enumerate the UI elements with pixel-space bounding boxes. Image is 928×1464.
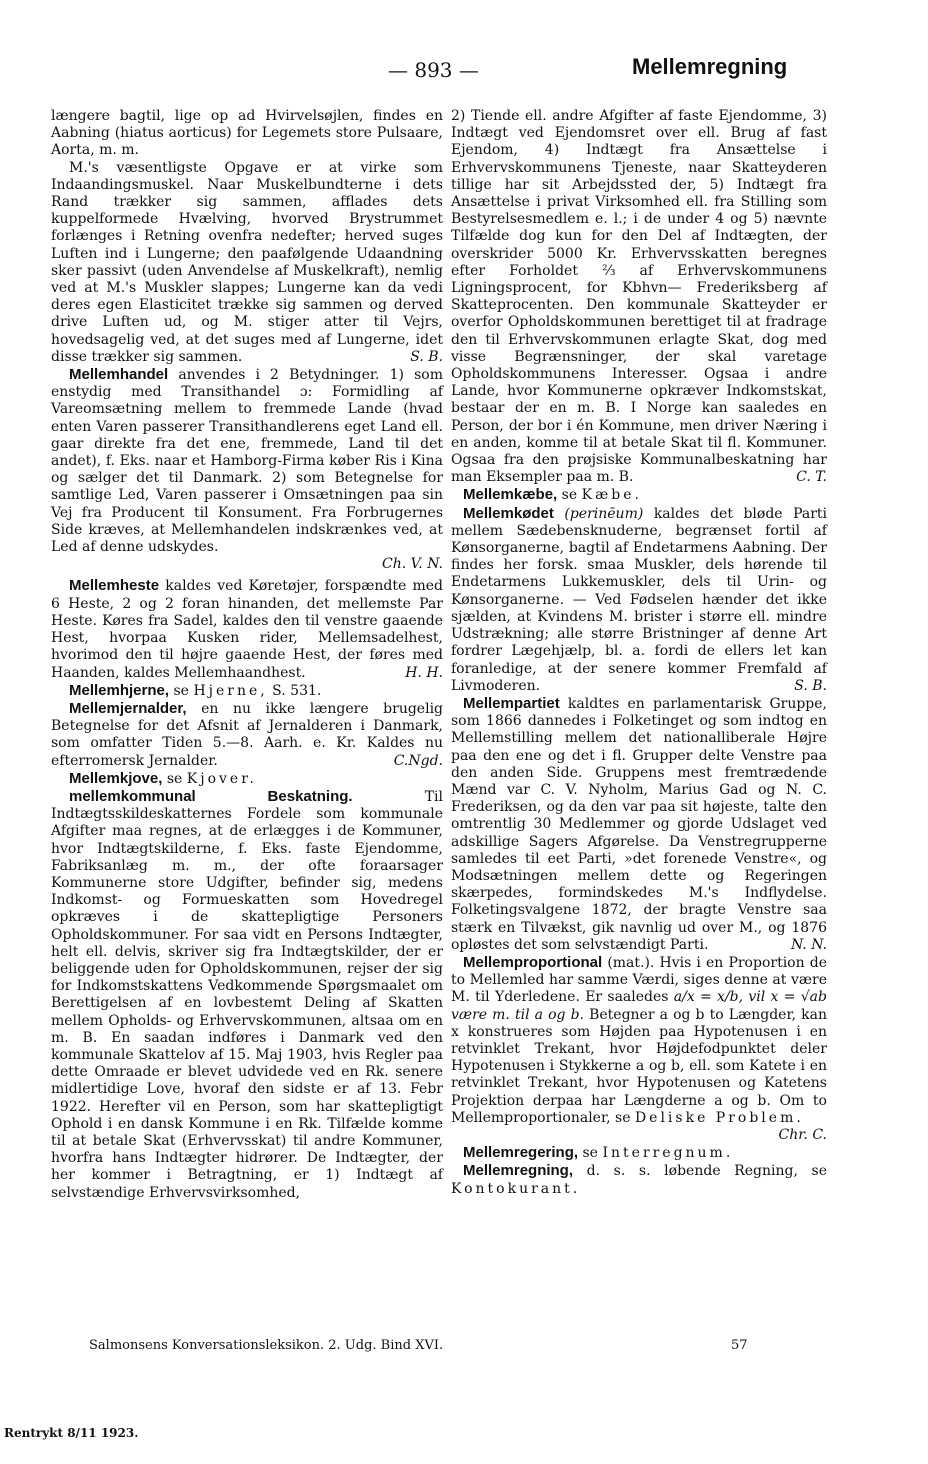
headword: Mellemkjove, [69,769,163,787]
entry-mellemkoedet [451,505,827,695]
author-signature: Chr. C. [778,1126,827,1143]
entry-text: se [561,487,578,504]
cross-reference: Kontokurant. [451,1180,581,1197]
author-signature: N. N. [790,936,827,953]
sheet-number: 57 [731,1338,748,1353]
entry-text: se [582,1145,598,1162]
cross-reference: Interregnum. [602,1145,734,1162]
source-line: Salmonsens Konversationsleksikon. 2. Udg. Bind XVI. [89,1338,444,1353]
cross-reference: Kjover. [186,770,257,787]
author-signature: C. T. [796,469,827,486]
latin-term: (perinēum) [564,505,644,522]
entry-text: kaldes det bløde Parti mellem Sædebensknuderne, begrænset fortil af Kønsorganerne, bagtil af Endetarmens Aabning. Der findes her forsk. smaa Muskler, dels hørende til Endetarmens Lukkemuskler, dels til Urin- og Kønsorganerne. — Ved Fødselen hænder det ikke sjælden, at Kvindens M. brister i større ell. mindre Udstrækning; alle større Bristninger af denne Art fordrer Lægehjælp, bl. a. fordi de ellers let kan foranledige, at der senere kommer Fremfald af Livmoderen. [451,505,828,694]
entry-mellemhjerne [51,682,443,700]
author-signature: S. B. [794,677,827,694]
page-number: — 893 — [388,58,479,82]
entry-continuation [451,108,827,486]
entry-text: en nu ikke længere brugelig Betegnelse for det Afsnit af Jernalderen i Danmark, som omfatter Tiden 5.—8. Aarh. e. Kr. Kaldes nu efterromersk Jernalder. [51,700,444,769]
author-signature: Ch. V. N. [382,556,443,573]
entry-mellemregning [451,1162,827,1197]
entry-text: (mat.). Hvis i en Proportion de to Mellemled har samme Værdi, siges denne at være M. til Yderledene. Er saaledes [451,954,827,1006]
headword: Mellemproportional [463,953,603,971]
headword: Mellemhandel [69,366,169,384]
entry-text: anvendes i 2 Betydninger. 1) som enstydig med Transithandel ɔ: Formidling af Vareomsætning mellem to fremmede Lande (hvad enten Varen passerer Transithandlerens eget Land ell. gaar direkte fra det ene, fremmede, Land til det andet), f. Eks. naar et Hamborg-Firma køber Ris i Kina og sælger det til Danmark. 2) som Betegnelse for samtlige Led, Varen passerer i Omsætningen paa sin Vej fra Producent til Konsument. Fra Forbrugernes Side kræves, at Mellemhandelen indskrænkes ved, at Led af denne udskydes. [51,367,443,556]
headword: Mellemregering, [463,1144,579,1162]
reprint-note: Rentrykt 8/11 1923. [4,1426,139,1440]
headword: mellemkommunal Beskatning. [69,787,353,805]
headword: Mellemkæbe, [463,486,558,504]
entry-text: kaldes ved Køretøjer, forspændte med 6 Heste, 2 og 2 foran hinanden, det mellemste Par Heste. Køres fra Sadel, kaldes den til venstre gaaende Hest, hvorpaa Kusken rider, Mellemsadelhest, hvorimod den til højre gaaende Hest, der føres med Haanden, kaldes Mellemhaandhest. [51,578,444,681]
paragraph [51,160,443,366]
headword: Mellemkødet [463,504,554,522]
entry-mellempartiet [451,695,827,954]
right-column [451,108,827,1198]
headword: Mellempartiet [463,694,560,712]
entry-mellemhandel [51,366,443,556]
page-reference: S. 531. [272,682,322,699]
author-signature: H. H. [405,664,443,681]
entry-text: Betegner a og b to Længder, kan x konstrueres som Højden paa Hypotenusen i en retvinklet Trekant, hvor Højdefodpunktet deler Hypotenusen i Stykkerne a og b, ell. som Katete i en retvinklet Trekant, hvor Hypotenusen og Katetens Projektion derpaa har Længderne a og b. Om to Mellemproportionaler, se [451,1006,827,1126]
entry-text: kaldtes en parlamentarisk Gruppe, som 1866 dannedes i Folketinget og som indtog en Mellemstilling mellem det nationalliberale Højre paa den ene og det i fl. Grupper delte Venstre paa den anden Side. Gruppens mest fremtrædende Mænd var C. V. Nyholm, Marius Gad og N. C. Frederiksen, og da den var paa sit højeste, talte den omtrentlig 30 Medlemmer og gjorde Udslaget ved adskillige Sagers Afgørelse. Da Venstregrupperne samledes til eet Parti, »det forenede Venstre«, og Modsætningen mellem dette og Regeringen skærpedes, formindskedes M.'s Indflydelse. Folketingsvalgene 1872, der bragte Venstre saa stærk en Tilvækst, gik navnlig ud over M., og 1876 opløstes det som selvstændigt Parti. [451,695,827,953]
paragraph-text: M.'s væsentligste Opgave er at virke som Indaandingsmuskel. Naar Muskelbundterne i dets Rand trækker sig sammen, afflades dets kuppelformede Hvælving, hvorved Brystrummet forlænges i Retning ovenfra nedefter; herved suges Luften ind i Lungerne; den paafølgende Udaandning sker passivt (uden Anvendelse af Muskelkraft), nemlig ved at M.'s Muskler slappes; Lungerne kan da vedi deres egen Elasticitet trække sig sammen og derved drive Luften ud, og M. stiger atter til Vejrs, hovedsagelig ved, at det suges med af Lungerne, idet disse trækker sig sammen. [51,159,443,365]
math-formula: a/x = x/b, vil x = √ab være m. til a og b. [451,989,827,1023]
entry-mellemregering [451,1144,827,1162]
paragraph: længere bagtil, lige op ad Hvirvelsøjlen, findes en Aabning (hiatus aorticus) for Legemets store Pulsaare, Aorta, m. m. [51,108,443,159]
entry-text: se [173,682,189,699]
entry-mellemkaebe [451,486,827,504]
entry-text: se [166,770,183,787]
entry-mellemproportional [451,953,827,1143]
entry-mellemkommunal [51,788,443,1202]
left-column [51,108,443,1202]
headword: Mellemjernalder, [69,699,187,717]
entry-mellemjernalder [51,700,443,770]
cross-reference: Hjerne, [193,682,268,699]
author-signature: S. B. [410,348,443,365]
entry-mellemheste [51,577,443,681]
headword: Mellemregning, [463,1162,574,1180]
headword: Mellemheste [69,577,160,595]
cross-reference: Deliske Problem. [634,1109,804,1126]
entry-text: d. s. s. løbende Regning, se [586,1163,828,1180]
entry-mellemkjove [51,770,443,788]
page-title: Mellemregning [632,54,788,79]
cross-reference: Kæbe. [581,487,642,504]
entry-text: 2) Tiende ell. andre Afgifter af faste Ejendomme, 3) Indtægt ved Ejendomsret over ell. Brug af fast Ejendom, 4) Indtægt fra Ansættelse i Erhvervskommunens Tjeneste, naar Skatteyderen tillige har sit Arbejdssted der, 5) Indtægt fra Ansættelse i privat Virksomhed ell. fra Stilling som Bestyrelsesmedlem e. l.; i de under 4 og 5) nævnte Tilfælde dog kun for den Del af Indtægten, der overskrider 5000 Kr. Erhvervsskatten beregnes efter Forholdet ⅔ af Erhvervskommunens Ligningsprocent, for Kbhvn— Frederiksberg af Skatteprocenten. Den kommunale Skatteyder er overfor Opholdskommunen berettiget til at fradrage den til Erhvervskommunen erlagte Skat, dog med visse Begrænsninger, der skal varetage Opholdskommunens Interesser. Ogsaa i andre Lande, hvor Kommunerne opkræver Indkomstskat, bestaar der en m. B. I Norge kan saaledes en Person, der bor i én Kommune, men driver Næring i en anden, komme til at betale Skat til fl. Kommuner. Ogsaa fra den prøjsiske Kommunalbeskatning har man Eksempler paa m. B. [451,108,827,486]
headword: Mellemhjerne, [69,681,170,699]
author-signature: C.Ngd. [393,752,443,769]
entry-text: Til Indtægtsskildeskatternes Fordele som kommunale Afgifter maa regnes, at de erlægges i de Kommuner, hvor Indtægtskilderne, f. Eks. faste Ejendomme, Fabriksanlæg m. m., der ofte foraarsager Kommunerne store Udgifter, befinder sig, medens Indkomst- og Formueskatten som Hovedregel opkræves i de skattepligtige Personers Opholdskommuner. For saa vidt en Persons Indtægter, helt ell. delvis, skriver sig fra Indtægtskilder, der er beliggende uden for Opholdskommunen, rejser der sig for Indkomstskattens Vedkommende Spørgsmaalet om Berettigelsen af en lovbestemt Deling af Skatten mellem Opholds- og Erhvervskommunen, altsaa om en m. B. En saadan indføres i Danmark ved den kommunale Skattelov af 15. Maj 1903, hvis Regler paa dette Omraade er blevet udvidede ved en Rk. senere midlertidige Love, hvoraf den sidste er af 13. Febr 1922. Herefter vil en Person, som har skattepligtigt Ophold i en dansk Kommune i en Rk. Tilfælde komme til at betale Skat (Erhvervsskat) til andre Kommuner, hvorfra hans Indtægter hidrører. De Indtægter, der her kommer i Betragtning, er 1) Indtægt af selvstændige Erhvervsvirksomhed, [51,788,443,1201]
